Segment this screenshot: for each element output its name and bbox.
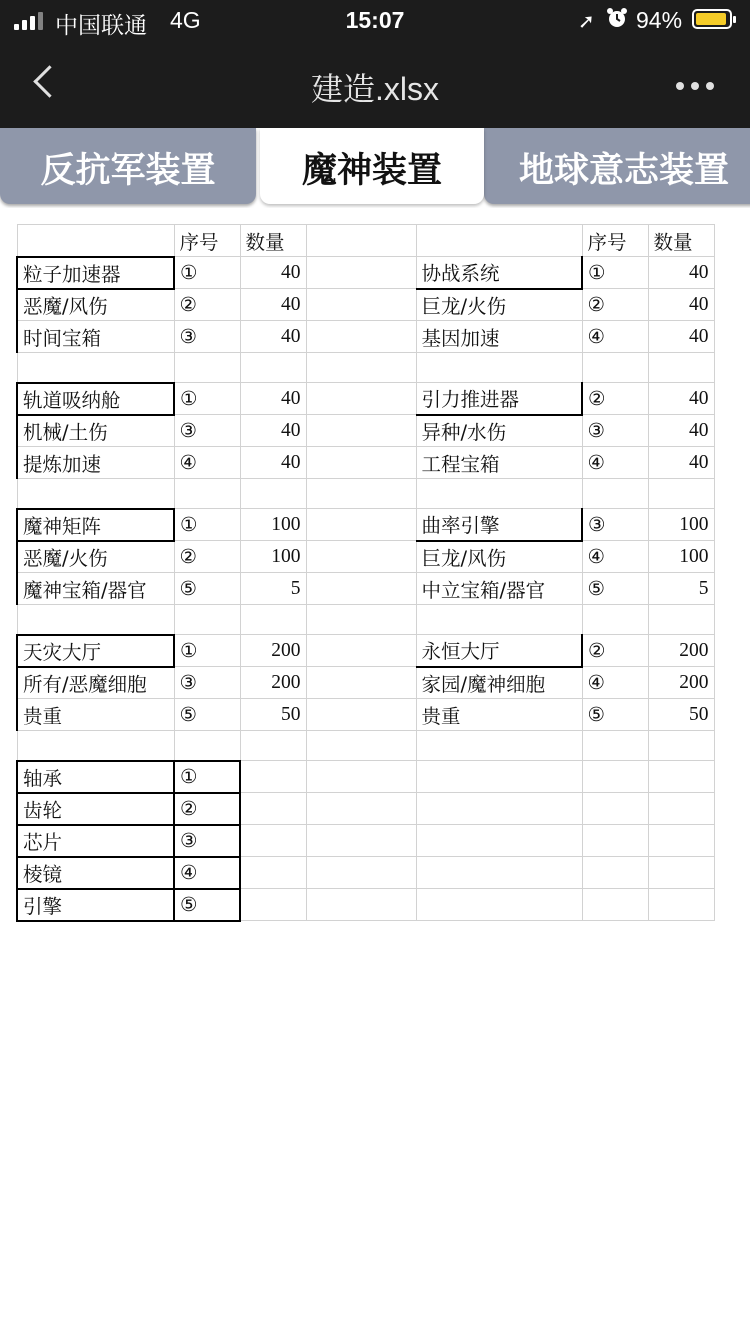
nav-bar — [0, 42, 750, 128]
carrier-label: 中国联通 — [55, 12, 147, 38]
sheet-row — [17, 667, 714, 699]
item-name[interactable]: 魔神宝箱/器官 — [17, 573, 174, 605]
item-qty[interactable]: 5 — [240, 573, 306, 605]
item-seq[interactable]: ⑤ — [174, 699, 240, 731]
tab-earth-will-devices[interactable]: 地球意志装置 — [484, 128, 750, 204]
item-name[interactable]: 贵重 — [17, 699, 174, 731]
sheet-cell[interactable] — [648, 731, 714, 761]
sheet-cell[interactable] — [306, 857, 416, 889]
item-name[interactable]: 时间宝箱 — [17, 321, 174, 353]
sheet-cell[interactable] — [582, 761, 648, 793]
sheet-cell[interactable] — [582, 857, 648, 889]
battery-icon — [692, 9, 732, 29]
item-qty[interactable]: 40 — [240, 257, 306, 289]
sheet-cell[interactable] — [648, 825, 714, 857]
item-qty[interactable]: 50 — [240, 699, 306, 731]
item-name[interactable]: 所有/恶魔细胞 — [17, 667, 174, 699]
sheet-cell[interactable] — [240, 353, 306, 383]
header-seq[interactable]: 序号 — [174, 225, 240, 257]
sheet-cell[interactable] — [306, 761, 416, 793]
sheet-cell[interactable] — [306, 447, 416, 479]
sheet-cell[interactable] — [17, 605, 174, 635]
item-seq[interactable]: ④ — [582, 541, 648, 573]
sheet-cell[interactable] — [174, 731, 240, 761]
item-name[interactable]: 魔神矩阵 — [17, 509, 174, 541]
item-qty[interactable]: 200 — [648, 667, 714, 699]
item-seq[interactable]: ④ — [582, 447, 648, 479]
sheet-cell[interactable] — [416, 479, 582, 509]
legend-name[interactable]: 引擎 — [17, 889, 174, 921]
item-qty[interactable]: 40 — [648, 447, 714, 479]
status-bar — [0, 0, 750, 42]
sheet-cell[interactable] — [306, 573, 416, 605]
item-name[interactable]: 工程宝箱 — [416, 447, 582, 479]
item-qty[interactable]: 5 — [648, 573, 714, 605]
sheet-cell[interactable] — [416, 761, 582, 793]
sheet-row — [17, 383, 714, 415]
item-qty[interactable]: 100 — [648, 541, 714, 573]
item-qty[interactable]: 40 — [240, 383, 306, 415]
sheet-cell[interactable] — [306, 353, 416, 383]
item-qty[interactable]: 40 — [648, 321, 714, 353]
legend-name[interactable]: 芯片 — [17, 825, 174, 857]
sheet-cell[interactable] — [240, 761, 306, 793]
sheet-cell[interactable] — [416, 605, 582, 635]
sheet-row — [17, 731, 714, 761]
sheet-row — [17, 509, 714, 541]
legend-seq[interactable]: ① — [174, 761, 240, 793]
item-seq[interactable]: ② — [174, 289, 240, 321]
item-name[interactable]: 天灾大厅 — [17, 635, 174, 667]
item-qty[interactable]: 40 — [240, 289, 306, 321]
item-qty[interactable]: 50 — [648, 699, 714, 731]
sheet-cell[interactable] — [306, 383, 416, 415]
sheet-cell[interactable] — [174, 353, 240, 383]
sheet-cell[interactable] — [648, 479, 714, 509]
sheet-cell[interactable] — [416, 731, 582, 761]
alarm-icon — [606, 7, 628, 29]
sheet-cell[interactable] — [416, 857, 582, 889]
item-qty[interactable]: 40 — [648, 289, 714, 321]
sheet-cell[interactable] — [240, 479, 306, 509]
sheet-cell[interactable] — [306, 889, 416, 921]
sheet-row — [17, 479, 714, 509]
spreadsheet-area[interactable] — [16, 224, 715, 922]
sheet-cell[interactable] — [582, 353, 648, 383]
legend-seq[interactable]: ③ — [174, 825, 240, 857]
sheet-cell[interactable] — [306, 541, 416, 573]
item-seq[interactable]: ⑤ — [174, 573, 240, 605]
item-name[interactable]: 恶魔/风伤 — [17, 289, 174, 321]
sheet-row — [17, 605, 714, 635]
item-seq[interactable]: ③ — [582, 415, 648, 447]
item-qty[interactable]: 40 — [648, 383, 714, 415]
item-qty[interactable]: 200 — [240, 635, 306, 667]
sheet-cell[interactable] — [416, 353, 582, 383]
item-seq[interactable]: ② — [582, 383, 648, 415]
sheet-row — [17, 761, 714, 793]
item-name[interactable]: 家园/魔神细胞 — [416, 667, 582, 699]
sheet-cell[interactable] — [174, 479, 240, 509]
legend-name[interactable]: 轴承 — [17, 761, 174, 793]
item-name[interactable]: 粒子加速器 — [17, 257, 174, 289]
item-qty[interactable]: 100 — [240, 509, 306, 541]
item-qty[interactable]: 100 — [240, 541, 306, 573]
item-name[interactable]: 恶魔/火伤 — [17, 541, 174, 573]
item-qty[interactable]: 100 — [648, 509, 714, 541]
sheet-row — [17, 635, 714, 667]
item-seq[interactable]: ③ — [174, 321, 240, 353]
sheet-row — [17, 793, 714, 825]
item-qty[interactable]: 40 — [648, 415, 714, 447]
item-qty[interactable]: 200 — [648, 635, 714, 667]
sheet-tabs — [0, 128, 750, 208]
sheet-cell[interactable] — [648, 857, 714, 889]
sheet-row — [17, 289, 714, 321]
item-seq[interactable]: ③ — [582, 509, 648, 541]
item-seq[interactable]: ④ — [582, 321, 648, 353]
item-seq[interactable]: ① — [174, 257, 240, 289]
sheet-cell[interactable] — [306, 289, 416, 321]
item-name[interactable]: 协战系统 — [416, 257, 582, 289]
sheet-cell[interactable] — [306, 415, 416, 447]
sheet-cell[interactable] — [306, 479, 416, 509]
sheet-cell[interactable] — [582, 479, 648, 509]
item-name[interactable]: 巨龙/风伤 — [416, 541, 582, 573]
item-qty[interactable]: 40 — [240, 321, 306, 353]
sheet-row — [17, 573, 714, 605]
sheet-row — [17, 699, 714, 731]
sheet-cell[interactable] — [240, 889, 306, 921]
sheet-cell[interactable] — [416, 889, 582, 921]
legend-name[interactable]: 齿轮 — [17, 793, 174, 825]
sheet-cell[interactable] — [306, 635, 416, 667]
sheet-cell[interactable] — [240, 825, 306, 857]
sheet-cell[interactable] — [17, 353, 174, 383]
item-name[interactable]: 异种/水伤 — [416, 415, 582, 447]
sheet-row — [17, 321, 714, 353]
sheet-cell[interactable] — [240, 857, 306, 889]
sheet-cell[interactable] — [306, 321, 416, 353]
sheet-cell[interactable] — [17, 479, 174, 509]
sheet-cell[interactable] — [240, 793, 306, 825]
sheet-row — [17, 257, 714, 289]
legend-seq[interactable]: ④ — [174, 857, 240, 889]
legend-seq[interactable]: ② — [174, 793, 240, 825]
file-title: 建造.xlsx — [310, 71, 439, 107]
item-seq[interactable]: ⑤ — [582, 699, 648, 731]
sheet-cell[interactable] — [306, 731, 416, 761]
sheet-cell[interactable] — [416, 225, 582, 257]
header-seq[interactable]: 序号 — [582, 225, 648, 257]
battery-percent: 94% — [636, 7, 683, 33]
item-seq[interactable]: ④ — [582, 667, 648, 699]
sheet-cell[interactable] — [648, 761, 714, 793]
sheet-cell[interactable] — [306, 257, 416, 289]
sheet-row — [17, 353, 714, 383]
item-name[interactable]: 永恒大厅 — [416, 635, 582, 667]
sheet-cell[interactable] — [648, 353, 714, 383]
sheet-row — [17, 541, 714, 573]
sheet-cell[interactable] — [17, 225, 174, 257]
item-seq[interactable]: ③ — [174, 415, 240, 447]
sheet-cell[interactable] — [648, 889, 714, 921]
sheet-cell[interactable] — [240, 731, 306, 761]
item-name[interactable]: 曲率引擎 — [416, 509, 582, 541]
item-seq[interactable]: ② — [582, 289, 648, 321]
sheet-row — [17, 889, 714, 921]
sheet-cell[interactable] — [306, 793, 416, 825]
tab-demon-god-devices[interactable]: 魔神装置 — [260, 128, 484, 204]
sheet-row — [17, 415, 714, 447]
item-seq[interactable]: ② — [582, 635, 648, 667]
item-seq[interactable]: ① — [582, 257, 648, 289]
network-type: 4G — [170, 7, 201, 33]
item-name[interactable]: 轨道吸纳舱 — [17, 383, 174, 415]
sheet-cell[interactable] — [648, 793, 714, 825]
header-qty[interactable]: 数量 — [240, 225, 306, 257]
item-qty[interactable]: 40 — [240, 415, 306, 447]
sheet-cell[interactable] — [648, 605, 714, 635]
sheet-cell[interactable] — [306, 509, 416, 541]
sheet-cell[interactable] — [582, 825, 648, 857]
sheet-row — [17, 857, 714, 889]
more-dots-icon — [676, 82, 684, 90]
item-name[interactable]: 提炼加速 — [17, 447, 174, 479]
legend-seq[interactable]: ⑤ — [174, 889, 240, 921]
tab-rebel-devices[interactable]: 反抗军装置 — [0, 128, 256, 204]
item-qty[interactable]: 200 — [240, 667, 306, 699]
location-icon: ➚ — [578, 11, 595, 33]
sheet-cell[interactable] — [582, 793, 648, 825]
sheet-cell[interactable] — [306, 667, 416, 699]
item-name[interactable]: 机械/土伤 — [17, 415, 174, 447]
item-name[interactable]: 中立宝箱/器官 — [416, 573, 582, 605]
sheet-cell[interactable] — [306, 605, 416, 635]
sheet-cell[interactable] — [17, 731, 174, 761]
sheet-cell[interactable] — [582, 605, 648, 635]
item-seq[interactable]: ① — [174, 635, 240, 667]
sheet-cell[interactable] — [174, 605, 240, 635]
item-name[interactable]: 贵重 — [416, 699, 582, 731]
item-qty[interactable]: 40 — [648, 257, 714, 289]
legend-name[interactable]: 棱镜 — [17, 857, 174, 889]
sheet-cell[interactable] — [416, 825, 582, 857]
sheet-row — [17, 447, 714, 479]
item-name[interactable]: 基因加速 — [416, 321, 582, 353]
sheet-cell[interactable] — [306, 825, 416, 857]
item-qty[interactable]: 40 — [240, 447, 306, 479]
sheet-cell[interactable] — [416, 793, 582, 825]
item-name[interactable]: 巨龙/火伤 — [416, 289, 582, 321]
item-seq[interactable]: ③ — [174, 667, 240, 699]
sheet-cell[interactable] — [582, 889, 648, 921]
sheet-cell[interactable] — [240, 605, 306, 635]
item-seq[interactable]: ⑤ — [582, 573, 648, 605]
status-time: 15:07 — [345, 7, 405, 33]
item-name[interactable]: 引力推进器 — [416, 383, 582, 415]
sheet-row — [17, 225, 714, 257]
item-seq[interactable]: ① — [174, 383, 240, 415]
item-seq[interactable]: ④ — [174, 447, 240, 479]
sheet-cell[interactable] — [306, 699, 416, 731]
header-qty[interactable]: 数量 — [648, 225, 714, 257]
item-seq[interactable]: ① — [174, 509, 240, 541]
sheet-cell[interactable] — [582, 731, 648, 761]
more-button[interactable] — [672, 70, 718, 100]
item-seq[interactable]: ② — [174, 541, 240, 573]
spreadsheet-grid[interactable] — [16, 224, 715, 922]
sheet-row — [17, 825, 714, 857]
sheet-cell[interactable] — [306, 225, 416, 257]
